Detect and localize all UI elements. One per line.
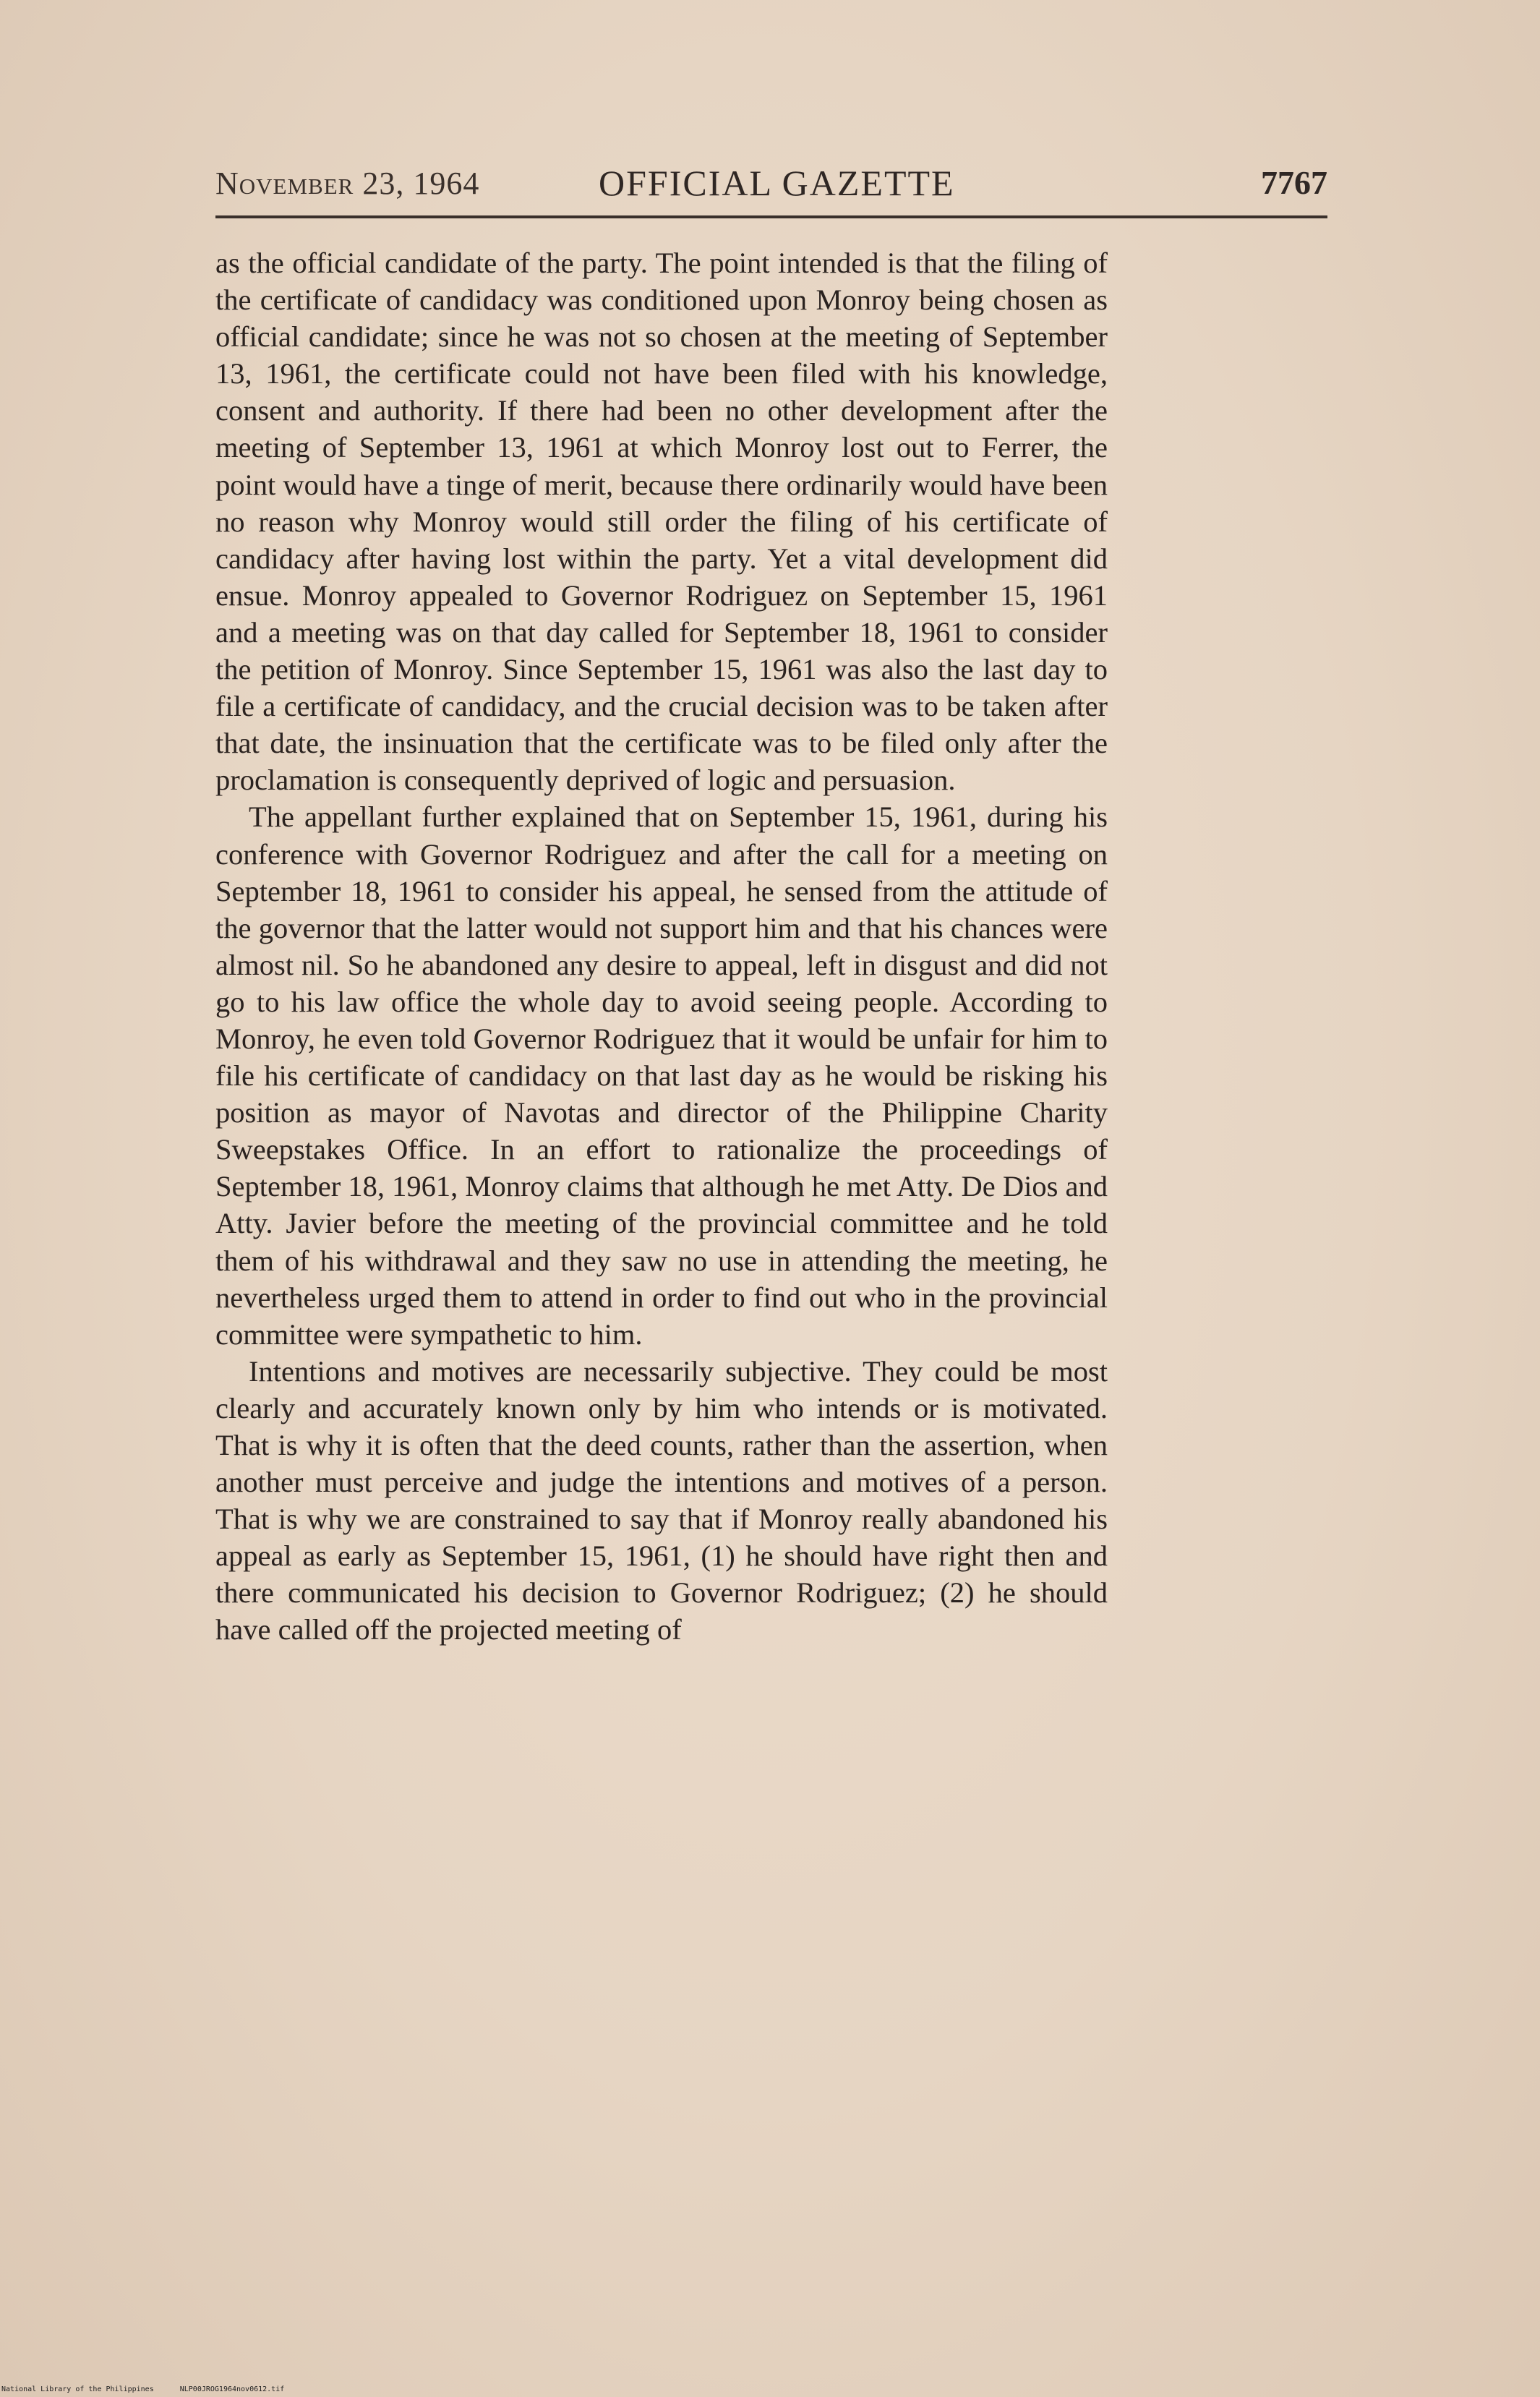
issue-date: November 23, 1964: [215, 166, 480, 201]
library-credit: National Library of the Philippines: [1, 2385, 154, 2393]
file-identifier: NLP00JROG1964nov0612.tif: [179, 2385, 285, 2393]
scan-footer: [1, 2385, 284, 2393]
header-rule: [215, 215, 1327, 218]
publication-title: OFFICIAL GAZETTE: [599, 163, 955, 203]
page-number: 7767: [1261, 164, 1327, 201]
paragraph-1: as the official candidate of the party. The point intended is that the filing of the certificate of candidacy was conditioned upon Monroy being chosen as official candidate; since he was not so chosen at the meeting of September 13, 1961, the certificate could not have been filed with his knowledge, consent and authority. If there had been no other development after the meeting of September 13, 1961 at which Monroy lost out to Ferrer, the point would have a tinge of merit, because there ordinarily would have been no reason why Monroy would still order the filing of his certificate of candidacy after having lost within the party. Yet a vital development did ensue. Monroy appealed to Governor Rodriguez on September 15, 1961 and a meeting was on that day called for September 18, 1961 to consider the petition of Monroy. Since September 15, 1961 was also the last day to file a certificate of candidacy, and the crucial decision was to be taken after that date, the insinuation that the certificate was to be filed only after the proclamation is consequently deprived of logic and persuasion.: [215, 247, 1108, 797]
paragraph-2: The appellant further explained that on September 15, 1961, during his conference with Governor Rodriguez and after the call for a meeting on September 18, 1961 to consider his appeal, he sensed from the attitude of the governor that the latter would not support him and that his chances were almost nil. So he abandoned any desire to appeal, left in disgust and did not go to his law office the whole day to avoid seeing people. According to Monroy, he even told Governor Rodriguez that it would be unfair for him to file his certificate of candidacy on that last day as he would be risking his position as mayor of Navotas and director of the Philippine Charity Sweepstakes Office. In an effort to rationalize the proceedings of September 18, 1961, Monroy claims that although he met Atty. De Dios and Atty. Javier before the meeting of the provincial committee and he told them of his withdrawal and they saw no use in attending the meeting, he nevertheless urged them to attend in order to find out who in the provincial committee were sympathetic to him.: [215, 800, 1108, 1351]
body-text: [215, 244, 1108, 1649]
paragraph-3: Intentions and motives are necessarily subjective. They could be most clearly and accurately known only by him who intends or is motivated. That is why it is often that the deed counts, rather than the assertion, when another must perceive and judge the intentions and motives of a person. That is why we are constrained to say that if Monroy really abandoned his appeal as early as September 15, 1961, (1) he should have right then and there communicated his decision to Governor Rodriguez; (2) he should have called off the projected meeting of: [215, 1354, 1108, 1646]
page-header: [215, 158, 1327, 208]
